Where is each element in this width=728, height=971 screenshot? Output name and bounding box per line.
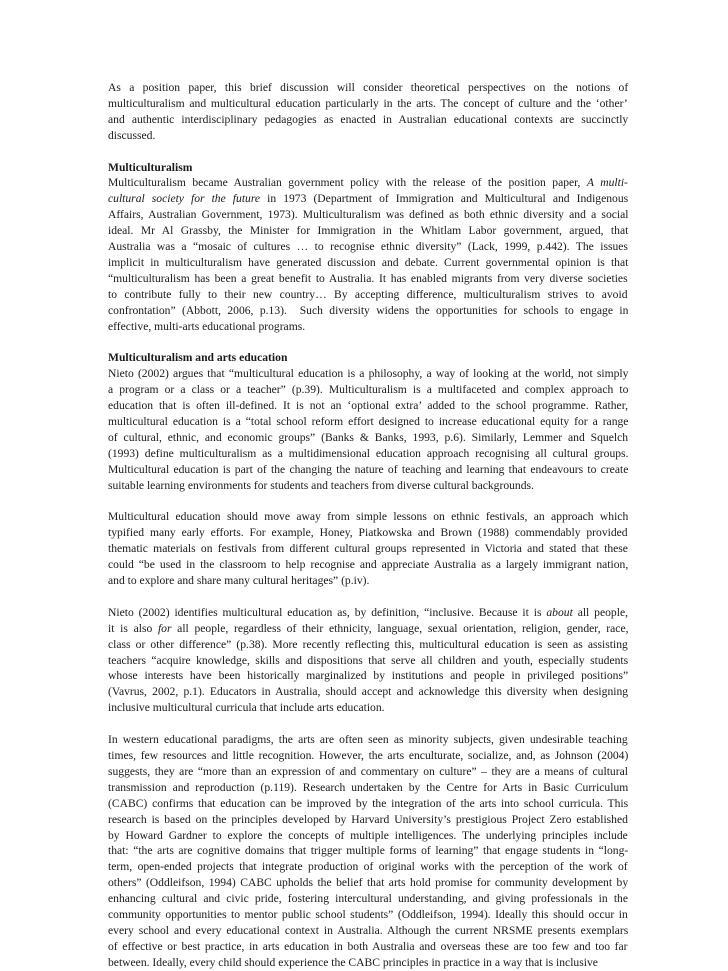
text-segment: term, open-ended projects that integrate production of original works with the perception of the work of [108, 860, 628, 874]
text-segment: (CABC) confirms that education can be improved by the integration of the arts into school curricula. This [108, 796, 629, 810]
text-line [108, 923, 628, 939]
section-heading: Multiculturalism and arts education [108, 351, 288, 365]
text-segment: multiculturalism and multicultural education particularly in the arts. The concept of culture and the ‘other’ [108, 96, 628, 110]
text-segment: all people, [572, 605, 628, 619]
text-segment: suggests, they are “more than an expression of and commentary on culture” – they are a means of cultural [108, 764, 628, 778]
text-line [108, 859, 628, 875]
text-segment: that: “the arts are cognitive domains that trigger multiple forms of learning” that engage students in “long- [108, 844, 629, 858]
text-line [108, 271, 628, 287]
text-line [108, 525, 628, 541]
text-line [108, 509, 628, 525]
text-segment: typified many early efforts. For example, Honey, Piatkowska and Brown (1988) commendably provided [108, 526, 628, 540]
text-segment: inclusive multicultural curricula that include arts education. [108, 701, 385, 715]
text-segment: In western educational paradigms, the arts are often seen as minority subjects, given undesirable teaching [108, 733, 628, 747]
text-segment: teachers “acquire knowledge, skills and dispositions that serve all children and youth, especially students [108, 653, 629, 667]
text-line [108, 382, 628, 398]
text-line [108, 812, 628, 828]
text-segment: could “be used in the classroom to help recognise and appreciate Australia as a largely immigrant nation, [108, 558, 629, 572]
text-line [108, 398, 628, 414]
paragraph-gap [108, 494, 628, 510]
text-segment: to contribute fully to their new country… By accepting difference, multiculturalism strives to avoid [108, 287, 628, 301]
text-line [108, 732, 628, 748]
text-line [108, 366, 628, 382]
text-line [108, 303, 628, 319]
text-segment: it is also [108, 621, 158, 635]
text-line [108, 255, 628, 271]
text-segment: of effective or best practice, in arts education in both Australia and overseas these are too few and too far [108, 939, 628, 953]
section-heading: Multiculturalism [108, 160, 193, 174]
text-line [108, 96, 628, 112]
text-line [108, 780, 628, 796]
text-line [108, 891, 628, 907]
text-segment: effective, multi-arts educational programs. [108, 319, 306, 333]
text-segment: education that is often ill-defined. It is not an ‘optional extra’ added to the school programme. Rather, [108, 399, 628, 413]
text-segment: (Vavrus, 2002, p.1). Educators in Australia, should accept and acknowledge this diversity when designing [108, 685, 629, 699]
text-segment: Affairs, Australian Government, 1973). Multiculturalism was defined as both ethnic diversity and a social [108, 208, 629, 222]
text-segment: class or other difference” (p.38). More recently reflecting this, multicultural education is seen as assisting [108, 637, 628, 651]
text-segment: discussed. [108, 128, 156, 142]
text-line [108, 621, 628, 637]
text-line [108, 462, 628, 478]
document-page [108, 80, 628, 971]
italic-text: for [157, 621, 172, 635]
text-segment: research is based on the principles developed by Harvard University’s prestigious Project Zero established [108, 812, 628, 826]
text-segment: and authentic interdisciplinary pedagogies as enacted in Australian educational contexts are succinctly [108, 112, 629, 126]
text-line [108, 557, 628, 573]
text-line [108, 764, 628, 780]
text-segment: suitable learning environments for students and teachers from diverse cultural backgrounds. [108, 478, 534, 492]
text-segment: whose interests have been historically marginalized by institutions and people in privileged positions” [108, 669, 629, 683]
text-line [108, 684, 628, 700]
text-segment: implicit in multiculturalism have generated discussion and debate. Current governmental opinion is that [108, 255, 629, 269]
text-segment: times, few resources and little recognition. However, the arts enculturate, socialize, and, as Johnson (2004) [108, 748, 629, 762]
text-line [108, 414, 628, 430]
text-segment: Multicultural education is part of the changing the nature of teaching and learning that endeavours to create [108, 462, 629, 476]
text-line [108, 191, 628, 207]
paragraph-gap [108, 589, 628, 605]
text-line [108, 128, 628, 144]
text-segment: between. Ideally, every child should experience the CABC principles in practice in a way that is inclusive [108, 955, 598, 969]
text-line [108, 828, 628, 844]
text-line [108, 955, 628, 971]
text-line [108, 175, 628, 191]
text-segment: all people, regardless of their ethnicity, language, sexual orientation, religion, gender, race, [171, 621, 629, 635]
paragraph-gap [108, 334, 628, 350]
text-line [108, 446, 628, 462]
text-segment: transmission and reproduction (p.119). Research undertaken by the Centre for Arts in Basic Curriculum [108, 780, 629, 794]
text-line [108, 907, 628, 923]
text-line [108, 700, 628, 716]
text-segment: and to explore and share many cultural heritages” (p.iv). [108, 574, 370, 588]
text-line [108, 668, 628, 684]
text-segment: Australia was a “mosaic of cultures … to recognise ethnic diversity” (Lack, 1999, p.442). The issues [108, 240, 628, 254]
text-line [108, 637, 628, 653]
text-line [108, 541, 628, 557]
text-line [108, 223, 628, 239]
text-line [108, 939, 628, 955]
text-line [108, 573, 628, 589]
text-line [108, 478, 628, 494]
text-segment: of cultural, ethnic, and economic groups” (Banks & Banks, 1993, p.6). Similarly, Lemmer and Squelch [108, 430, 629, 444]
paragraph-gap [108, 716, 628, 732]
text-segment: community opportunities to mentor public school students” (Oddleifson, 1994). Ideally this should occur in [108, 908, 628, 922]
text-segment: Multiculturalism became Australian government policy with the release of the position paper, [108, 176, 587, 190]
paragraph [108, 80, 628, 144]
text-line [108, 605, 628, 621]
text-line [108, 112, 628, 128]
text-segment: enhancing cultural and civic pride, fostering intercultural understanding, and giving professionals in the [108, 892, 629, 906]
text-line [108, 80, 628, 96]
paragraph [108, 732, 628, 971]
text-segment: (1993) define multiculturalism as a multidimensional education approach recognising all cultural groups. [108, 446, 629, 460]
paragraph [108, 509, 628, 589]
text-segment: Nieto (2002) identifies multicultural education as, by definition, “inclusive. Because it is [108, 605, 547, 619]
text-line [108, 875, 628, 891]
text-line [108, 319, 628, 335]
text-segment: As a position paper, this brief discussion will consider theoretical perspectives on the notions of [108, 81, 629, 94]
paragraph [108, 350, 628, 493]
text-line [108, 653, 628, 669]
text-line [108, 207, 628, 223]
italic-text: about [546, 605, 573, 619]
text-segment: thematic materials on festivals from different cultural groups represented in Victoria and stated that these [108, 542, 628, 556]
paragraph [108, 160, 628, 335]
text-segment: in 1973 (Department of Immigration and Multicultural and Indigenous [260, 192, 629, 206]
text-line [108, 239, 628, 255]
text-segment: a program or a class or a teacher” (p.39). Multiculturalism is a multifaceted and complex approach to [108, 383, 629, 397]
text-line [108, 796, 628, 812]
text-segment: multicultural education is a “total school reform effort designed to increase educational equity for a range [108, 415, 629, 428]
text-segment: ideal. Mr Al Grassby, the Minister for Immigration in the Whitlam Labor government, argued, that [108, 224, 629, 238]
text-segment: Nieto (2002) argues that “multicultural education is a philosophy, a way of looking at the world, not simply [108, 367, 629, 381]
paragraph [108, 605, 628, 716]
italic-text: A multi- [586, 176, 628, 190]
text-segment: “multiculturalism has been a great benefit to Australia. It has enabled migrants from very diverse societies [108, 271, 628, 285]
text-line [108, 843, 628, 859]
italic-text: cultural society for the future [108, 192, 261, 206]
text-line [108, 748, 628, 764]
text-line [108, 287, 628, 303]
paragraph-gap [108, 144, 628, 160]
text-segment: every school and every educational context in Australia. Although the current NRSME presents exemplars [108, 923, 629, 937]
text-segment: confrontation” (Abbott, 2006, p.13). Such diversity widens the opportunities for schools to engage in [108, 303, 629, 317]
text-segment: Multicultural education should move away from simple lessons on ethnic festivals, an approach which [108, 510, 629, 524]
text-segment: others” (Oddleifson, 1994) CABC upholds the belief that arts hold promise for community development by [108, 876, 629, 890]
text-line [108, 430, 628, 446]
text-segment: by Howard Gardner to explore the concepts of multiple intelligences. The underlying principles include [108, 828, 628, 842]
